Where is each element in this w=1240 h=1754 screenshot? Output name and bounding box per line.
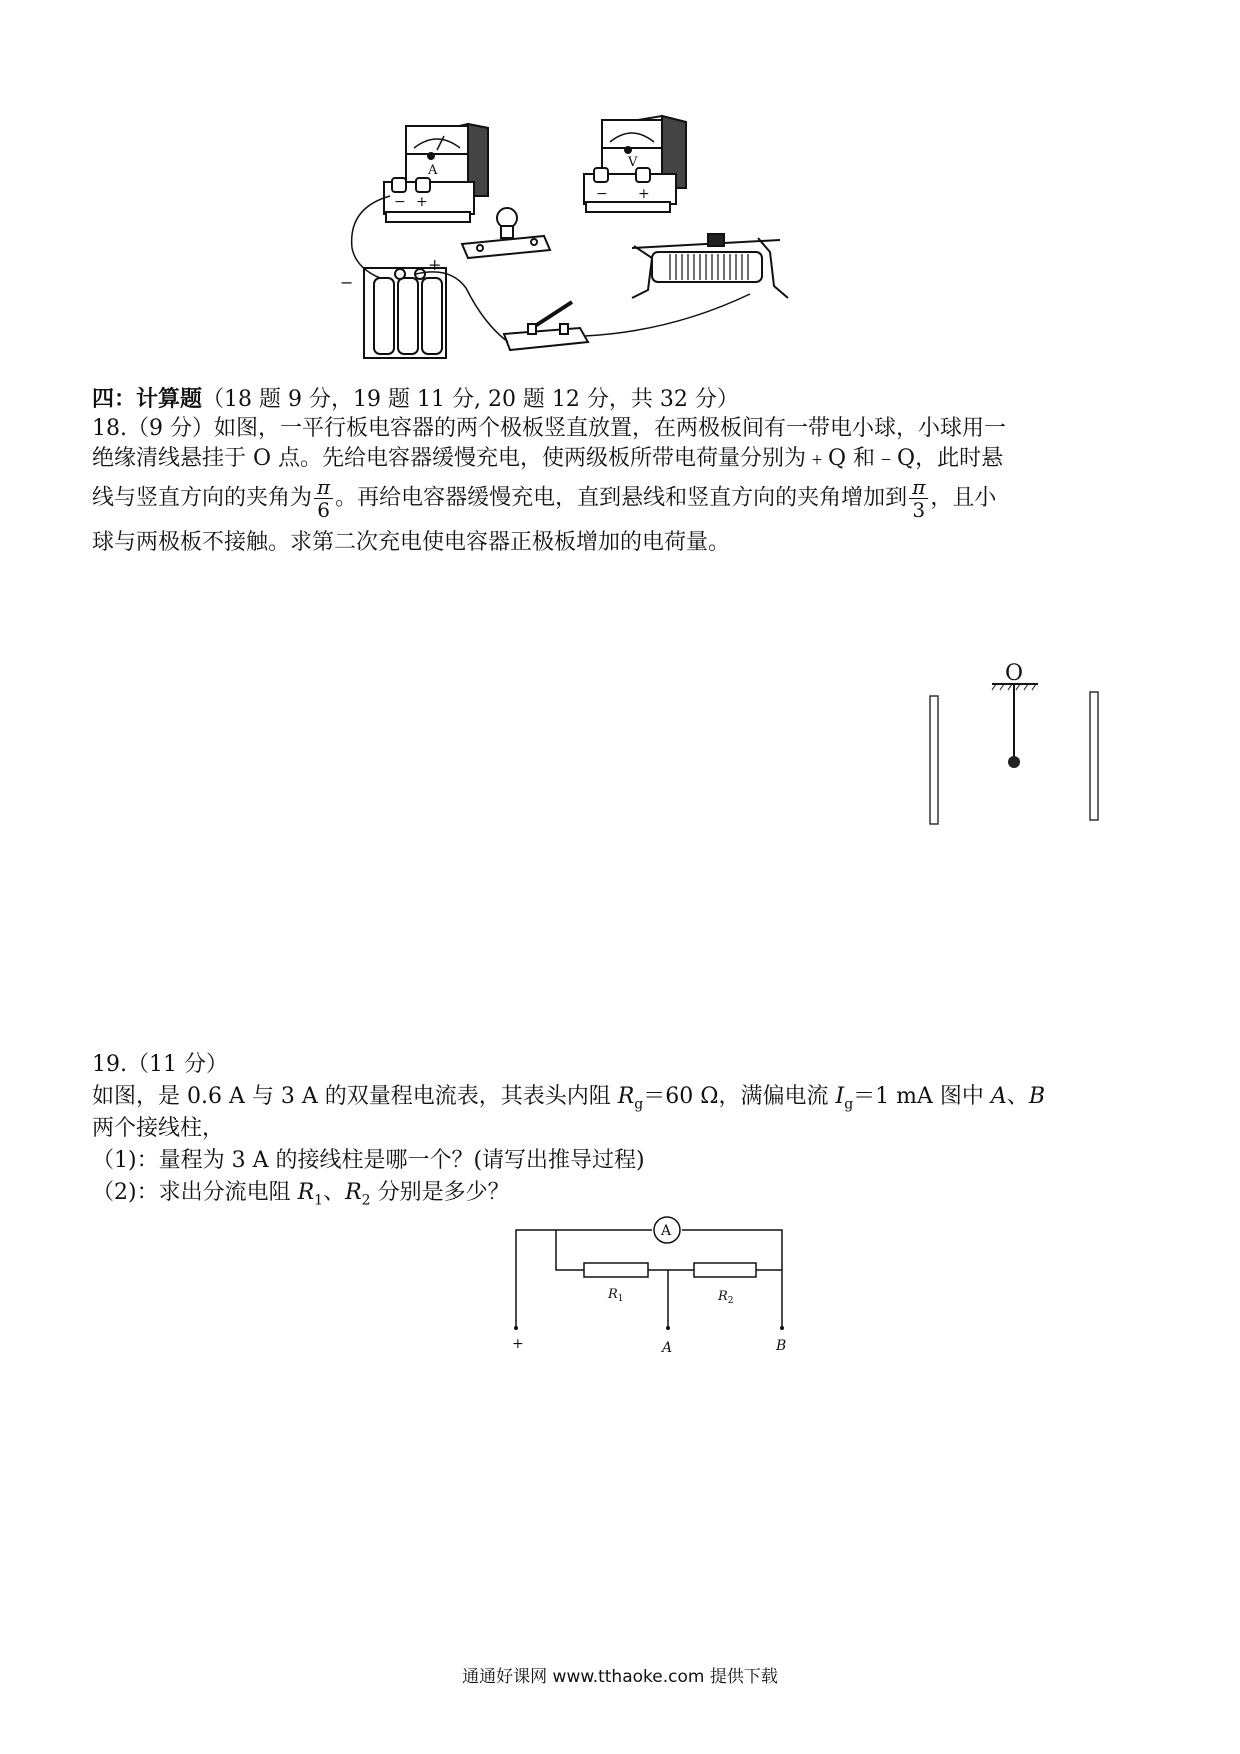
galvanometer-letter: A	[661, 1223, 672, 1239]
section-heading-title: 四：计算题	[92, 386, 203, 412]
terminal-a-symbol: A	[990, 1084, 1007, 1109]
r1-subscript: 1	[314, 1192, 324, 1209]
voltmeter-minus: −	[596, 186, 608, 202]
left-plate	[930, 696, 938, 824]
terminal-b-symbol: B	[1028, 1084, 1045, 1109]
page-footer: 通通好课网 www.tthaoke.com 提供下载	[462, 1667, 778, 1687]
terminal-plus-label: +	[512, 1336, 524, 1352]
battery-plus: +	[428, 255, 442, 274]
circuit-apparatus-figure	[340, 118, 830, 408]
q19-line2: 两个接线柱，	[92, 1116, 225, 1141]
charged-ball	[1008, 756, 1020, 768]
r1-label: $R_1$	[608, 1287, 624, 1304]
rheostat-illustration	[632, 234, 788, 298]
q18-line3-part3: ，且小	[930, 485, 997, 511]
r1-symbol: R	[297, 1180, 315, 1205]
capacitor-pendulum-figure	[900, 648, 1120, 828]
rg-subscript: g	[634, 1096, 644, 1113]
q18-fraction-pi-over-3	[909, 476, 928, 521]
q19-q2-part1: （2)：求出分流电阻	[92, 1180, 298, 1205]
q19-line1-part1: 如图，是 0.6 A 与 3 A 的双量程电流表，其表头内阻	[92, 1084, 618, 1109]
q19-title: 19.（11 分）	[92, 1052, 228, 1077]
dual-range-ammeter-schematic	[500, 1218, 820, 1358]
section-heading-detail: （18 题 9 分，19 题 11 分, 20 题 12 分，共 32 分）	[202, 387, 739, 412]
q18-line4: 球与两极板不接触。求第二次充电使电容器正极板增加的电荷量。	[92, 530, 731, 555]
voltmeter-letter: V	[628, 155, 638, 170]
battery-minus: −	[340, 273, 354, 292]
right-plate	[1090, 692, 1098, 820]
q19-line1-part2: ＝60 Ω，满偏电流	[643, 1084, 836, 1109]
rg-symbol: R	[617, 1084, 635, 1109]
q19-q2-part2: 分别是多少？	[370, 1180, 510, 1205]
terminal-a-label: A	[662, 1340, 673, 1356]
q18-frac1-numerator: π	[314, 476, 333, 499]
terminal-b-dot	[780, 1326, 784, 1330]
resistor-r2	[694, 1263, 756, 1277]
r2-subscript: 2	[361, 1192, 371, 1209]
resistor-r1	[584, 1263, 648, 1277]
q19-line1-sep: 、	[1006, 1084, 1029, 1109]
q19-q2-sep: 、	[323, 1180, 346, 1205]
q19-subquestion-1: （1)：量程为 3 A 的接线柱是哪一个？(请写出推导过程)	[92, 1148, 645, 1173]
terminal-plus-dot	[514, 1326, 518, 1330]
q18-line3-part1: 线与竖直方向的夹角为	[92, 485, 313, 511]
q18-frac1-denominator: 6	[317, 498, 330, 522]
q18-frac2-numerator: π	[909, 476, 928, 499]
terminal-b-label: B	[776, 1338, 787, 1354]
q18-line2: 绝缘清线悬挂于 O 点。先给电容器缓慢充电，使两级板所带电荷量分别为﹢Q 和﹣Q，此时悬	[92, 446, 1004, 471]
ig-subscript: g	[844, 1096, 854, 1113]
q18-line3-part2: 。再给电容器缓慢充电，直到悬线和竖直方向的夹角增加到	[335, 485, 908, 511]
q18-line3	[92, 475, 997, 522]
battery-illustration	[364, 268, 446, 358]
q18-frac2-denominator: 3	[912, 498, 926, 522]
r2-label: $R_2$	[718, 1289, 734, 1306]
q18-line1: 18.（9 分）如图，一平行板电容器的两个极板竖直放置，在两极板间有一带电小球，小球用一	[92, 416, 1006, 441]
voltmeter-plus: +	[638, 186, 650, 202]
ammeter-minus: −	[394, 194, 406, 210]
terminal-a-dot	[666, 1326, 670, 1330]
ammeter-plus: +	[416, 194, 428, 210]
q19-line1	[92, 1082, 1045, 1119]
switch-illustration	[504, 302, 588, 350]
ammeter-letter: A	[428, 163, 438, 178]
section-heading	[92, 384, 739, 415]
r2-symbol: R	[345, 1180, 362, 1205]
lamp-illustration	[462, 208, 550, 258]
q19-subquestion-2	[92, 1178, 510, 1215]
q18-fraction-pi-over-6	[314, 476, 333, 521]
q19-line1-part3: ＝1 mA 图中	[853, 1084, 991, 1109]
point-o-label: O	[1005, 661, 1024, 686]
ig-symbol: I	[835, 1084, 845, 1109]
